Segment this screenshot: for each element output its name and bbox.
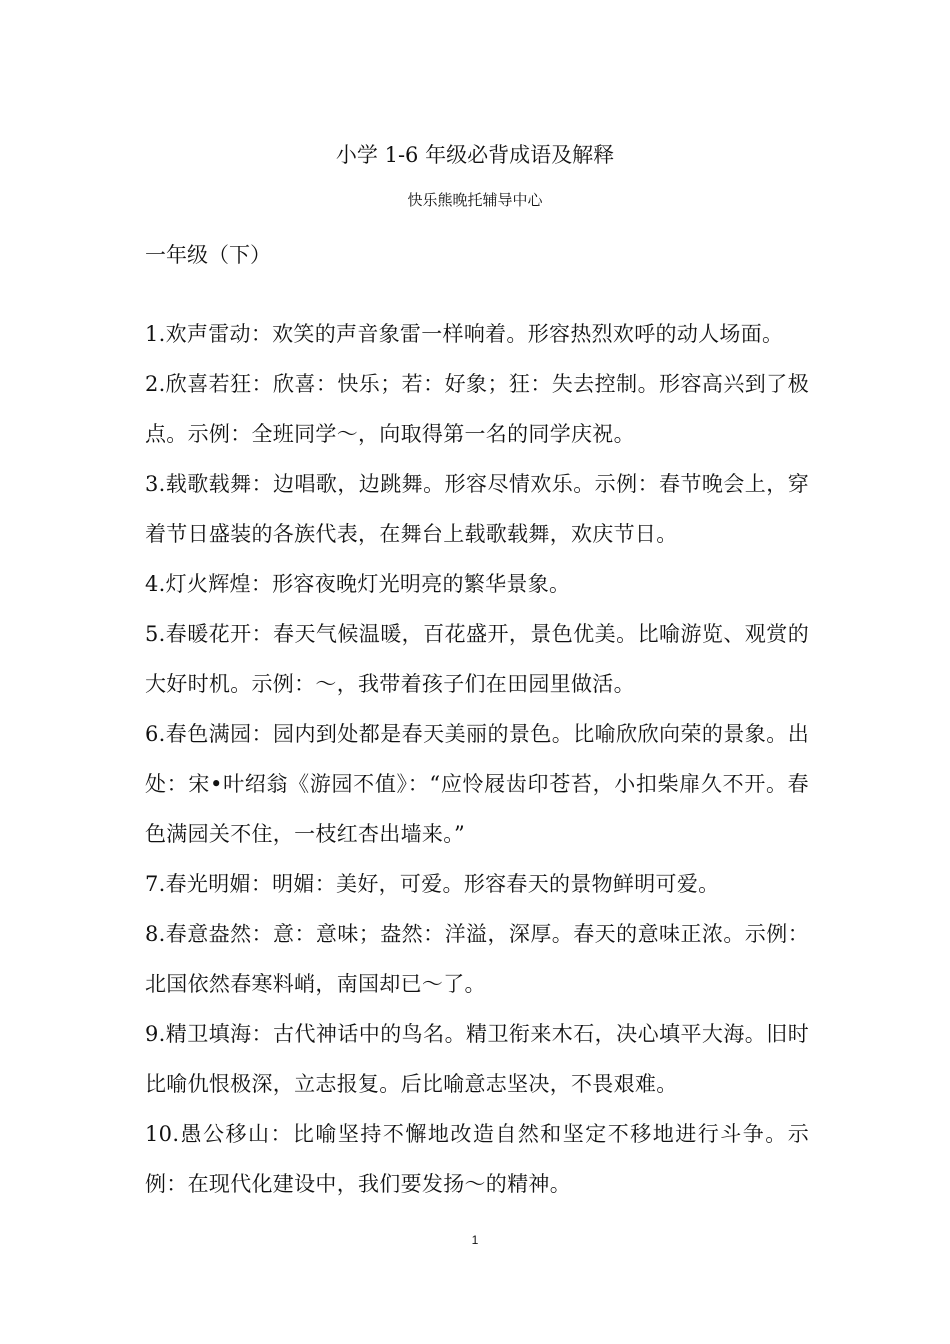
idiom-list (145, 309, 809, 1209)
idiom-entry: 6.春色满园：园内到处都是春天美丽的景色。比喻欣欣向荣的景象。出处：宋•叶绍翁《游园不值》：“应怜屐齿印苍苔，小扣柴扉久不开。春色满园关不住，一枝红杏出墙来。” (145, 722, 809, 846)
idiom-entry: 10.愚公移山：比喻坚持不懈地改造自然和坚定不移地进行斗争。示例：在现代化建设中，我们要发扬～的精神。 (145, 1122, 809, 1196)
idiom-entry: 5.春暖花开：春天气候温暖，百花盛开，景色优美。比喻游览、观赏的大好时机。示例：～，我带着孩子们在田园里做活。 (145, 622, 809, 696)
document-subtitle: 快乐熊晚托辅导中心 (407, 191, 543, 209)
idiom-entry: 3.载歌载舞：边唱歌，边跳舞。形容尽情欢乐。示例：春节晚会上，穿着节日盛装的各族代表，在舞台上载歌载舞，欢庆节日。 (145, 472, 809, 546)
idiom-entry: 2.欣喜若狂：欣喜：快乐；若：好象；狂：失去控制。形容高兴到了极点。示例：全班同学～，向取得第一名的同学庆祝。 (145, 372, 809, 446)
idiom-entry: 7.春光明媚：明媚：美好，可爱。形容春天的景物鲜明可爱。 (145, 872, 720, 896)
page-number: 1 (471, 1233, 479, 1247)
grade-heading: 一年级（下） (145, 243, 271, 267)
idiom-entry: 8.春意盎然：意：意味；盎然：洋溢，深厚。春天的意味正浓。示例：北国依然春寒料峭，南国却已～了。 (145, 922, 809, 996)
idiom-entry: 1.欢声雷动：欢笑的声音象雷一样响着。形容热烈欢呼的动人场面。 (145, 322, 784, 346)
idiom-entry: 4.灯火辉煌：形容夜晚灯光明亮的繁华景象。 (145, 572, 571, 596)
idiom-entry: 9.精卫填海：古代神话中的鸟名。精卫衔来木石，决心填平大海。旧时比喻仇恨极深，立志报复。后比喻意志坚决，不畏艰难。 (145, 1022, 809, 1096)
document-title: 小学 1-6 年级必背成语及解释 (335, 143, 615, 167)
